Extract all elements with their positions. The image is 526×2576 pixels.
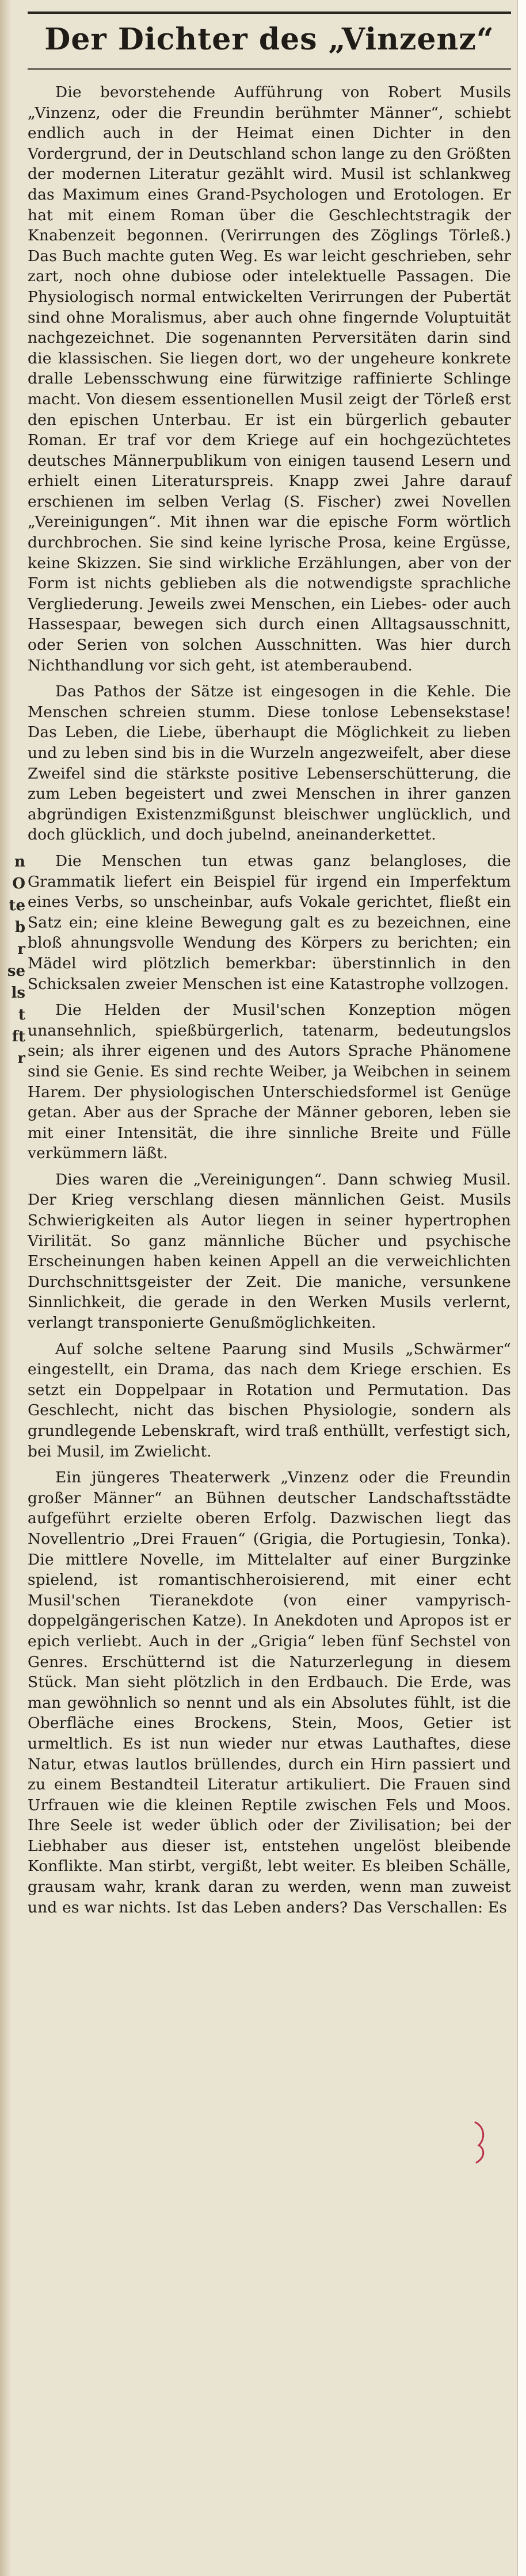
fragment-line: r <box>17 941 25 958</box>
article-column <box>28 12 511 1923</box>
article-paragraph: Das Pathos der Sätze ist eingesogen in die Kehle. Die Menschen schreien stumm. Diese tonlose Lebensekstase! Das Leben, die Liebe, überhaupt die Möglichkeit zu lieben und zu leben sind bis in die Wurzeln angezweifelt, aber diese Zweifel sind die stärkste positive Lebenserschütterung, die zum Leben begeistert und zwei Menschen in ihrer ganzen abgründigen Existenzmißgunst bleischwer unglücklich, und doch glücklich, und doch jubelnd, aneinanderkettet. <box>28 683 511 844</box>
pen-mark <box>472 2119 491 2165</box>
fragment-line: te <box>9 897 25 914</box>
fragment-line: r <box>17 1050 25 1067</box>
fragment-line: se <box>7 963 25 980</box>
article-paragraph: Ein jüngeres Theaterwerk „Vinzenz oder die Freundin großer Männer“ an Bühnen deutscher Landschaftsstädte aufgeführt erzielte oberen Erfolg. Dazwischen liegt das Novellentrio „Drei Frauen“ (Grigia, die Portugiesin, Tonka). Die mittlere Novelle, im Mittelalter auf einer Burgzinke spielend, ist romantischheroisierend, mit einer echt Musil'schen Tieranekdote (von einer vampyrisch-doppelgängerischen Katze). In Anekdoten und Apropos ist er epich verliebt. Auch in der „Grigia“ leben fünf Sechstel von Genres. Erschütternd ist die Naturzerlegung in diesem Stück. Man sieht plötzlich in den Erdbauch. Die Erde, was man gewöhnlich so nennt und als ein Absolutes fühlt, ist die Oberfläche eines Brockens, Stein, Moos, Getier ist urmeltlich. Es ist nun wieder nur etwas Lauthaftes, diese Natur, etwas lautlos brüllendes, durch ein Hirn passiert und zu einem Bestandteil Literatur artikuliert. Die Frauen sind Urfrauen wie die kleinen Reptile zwischen Fels und Moos. Ihre Seele ist weder üblich oder der Zivilisation; bei der Liebhaber aus dieser ist, entstehen ungelöst bleibende Konflikte. Man stirbt, vergißt, lebt weiter. Es bleiben Schälle, grausam wahr, krank daran zu werden, wenn man zuweist und es war nichts. Ist das Leben anders? Das Verschallen: Es <box>28 1469 511 1916</box>
article-paragraph: Dies waren die „Vereinigungen“. Dann schwieg Musil. Der Krieg verschlang diesen männlichen Geist. Musils Schwierigkeiten als Autor liegen in seiner hypertrophen Virilität. So ganz männliche Bücher und psychische Erscheinungen haben keinen Appell an die verweichlichten Durchschnittsgeister der Zeit. Die maniche, versunkene Sinnlichkeit, die gerade in den Werken Musils verlernt, verlangt transponierte Genußmöglichkeiten. <box>28 1170 511 1332</box>
adjacent-column-fragment <box>0 851 25 1070</box>
article-body <box>28 82 511 1918</box>
fragment-line: b <box>14 919 25 936</box>
fragment-line: n <box>14 853 25 871</box>
article-paragraph: Auf solche seltene Paarung sind Musils „Schwärmer“ eingestellt, ein Drama, das nach dem Kriege erschien. Es setzt ein Doppelpaar in Rotation und Permutation. Das Geschlecht, nicht das bischen Physiologie, sondern als grundlegende Lebenskraft, wird traß enthüllt, verfestigt sich, bei Musil, im Zwielicht. <box>28 1340 511 1460</box>
fragment-line: ls <box>11 984 25 1002</box>
article-paragraph: Die Menschen tun etwas ganz belangloses, die Grammatik liefert ein Beispiel für irgend ein Imperfektum eines Verbs, so unscheinbar, aufs Vokale gerichtet, fließt ein Satz ein; eine kleine Bewegung galt es zu bezeichnen, eine bloß ahnungsvolle Wendung des Körpers zu berichten; ein Mädel wird plötzlich bemerkbar: überstinnlich in den Schicksalen zweier Menschen ist eine Katastrophe vollzogen. <box>28 852 511 993</box>
fragment-line: ft <box>12 1028 25 1045</box>
fragment-line: O <box>12 875 25 892</box>
fragment-line: t <box>18 1006 25 1023</box>
article-paragraph: Die bevorstehende Aufführung von Robert Musils „Vinzenz, oder die Freundin berühmter Männer“, schiebt endlich auch in der Heimat einen Dichter in den Vordergrund, der in Deutschland schon lange zu den Größten der modernen Literatur gezählt wird. Musil ist schlankweg das Maximum eines Grand-Psychologen und Erotologen. Er hat mit einem Roman über die Geschlechtstragik der Knabenzeit begonnen. (Verirrungen des Zöglings Törleß.) Das Buch machte guten Weg. Es war leicht geschrieben, sehr zart, noch ohne dubiose oder intelektuelle Passagen. Die Physiologisch normal entwickelten Verirrungen der Pubertät sind ohne Moralismus, aber auch ohne fingernde Voluptuität nachgezeichnet. Die sogenannten Perversitäten darin sind die klassischen. Sie liegen dort, wo der ungeheure konkrete dralle Lebensschwung eine fürwitzige raffinierte Schlinge macht. Von diesem essentionellen Musil zeigt der Törleß erst den epischen Unterbau. Er ist ein bürgerlich gebauter Roman. Er traf vor dem Kriege auf ein hochgezüchtetes deutsches Männerpublikum von einigen tausend Lesern und erhielt einen Literaturspreis. Knapp zwei Jahre darauf erschienen im selben Verlag (S. Fischer) zwei Novellen „Vereinigungen“. Mit ihnen war die epische Form wörtlich durchbrochen. Sie sind keine lyrische Prosa, keine Ergüsse, keine Skizzen. Sie sind wirkliche Erzählungen, aber von der Form ist nichts geblieben als die notwendigste sprachliche Vergliederung. Jeweils zwei Menschen, ein Liebes- oder auch Hassespaar, bewegen sich durch einen Alltagsausschnitt, oder Serien von solchen Ausschnitten. Was hier durch Nichthandlung vor sich geht, ist atemberaubend. <box>28 83 511 674</box>
article-paragraph: Die Helden der Musil'schen Konzeption mögen unansehnlich, spießbürgerlich, tatenarm, bedeutungslos sein; als ihrer eigenen und des Autors Sprache Phänomene sind sie Genie. Es sind rechte Weiber, ja Weibchen in seinem Harem. Der physiologischen Unterschiedsformel ist Genüge getan. Aber aus der Sprache der Männer geboren, leben sie mit einer Intensität, die ihre sinnliche Breite und Fülle verkümmern läßt. <box>28 1001 511 1163</box>
article-headline: Der Dichter des „Vinzenz“ <box>28 12 511 70</box>
fold-shadow <box>0 0 10 2576</box>
